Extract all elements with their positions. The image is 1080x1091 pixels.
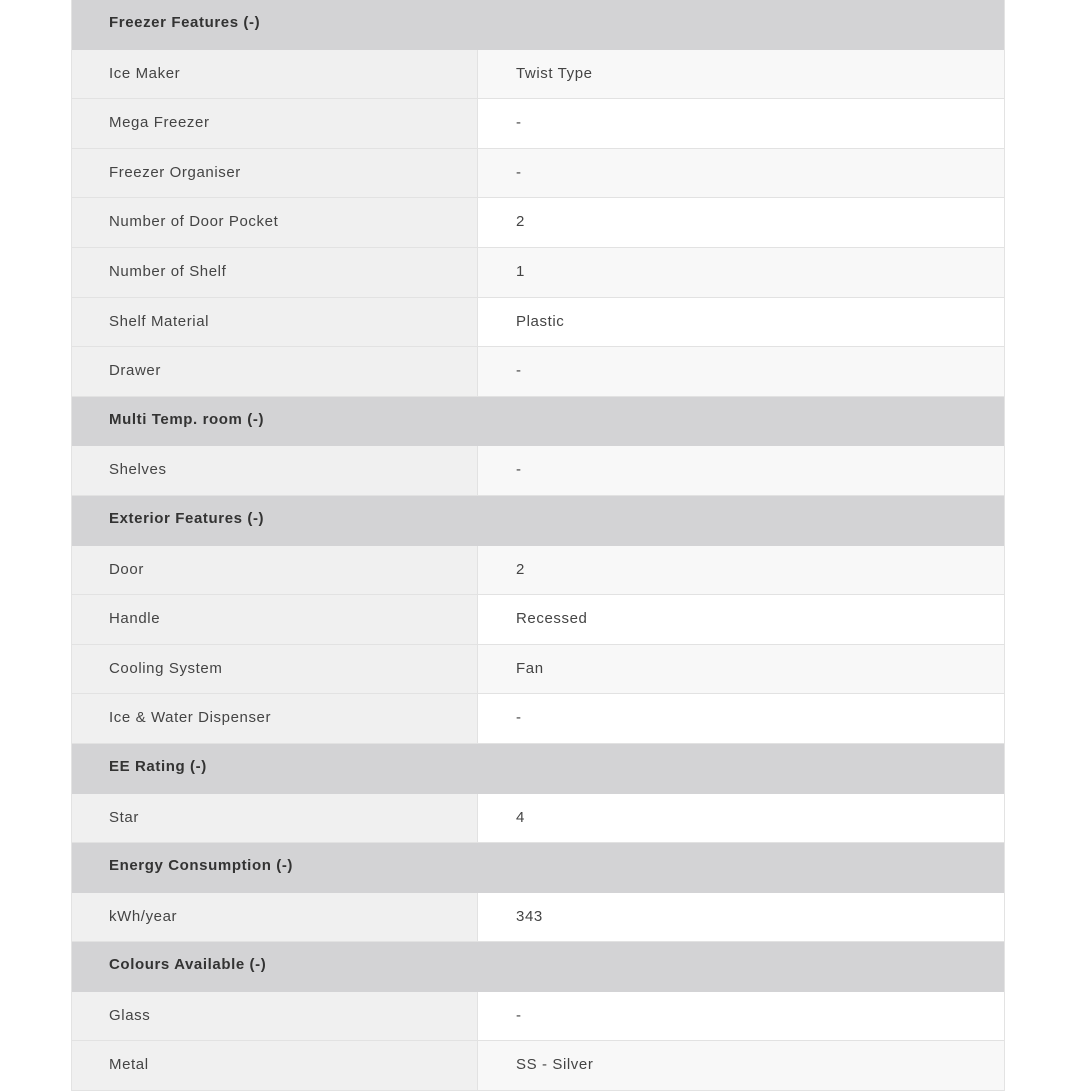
spec-value: Twist Type [478,50,1004,99]
spec-row [72,992,1004,1042]
spec-label: kWh/year [72,893,478,942]
spec-value: - [478,347,1004,396]
spec-value: - [478,446,1004,495]
spec-row [72,198,1004,248]
spec-row [72,298,1004,348]
spec-value: 343 [478,893,1004,942]
spec-row [72,546,1004,596]
section-header-exterior-features[interactable] [72,496,1004,546]
spec-row [72,794,1004,844]
spec-label: Handle [72,595,478,644]
spec-label: Ice & Water Dispenser [72,694,478,743]
spec-value: 2 [478,198,1004,247]
spec-value: SS - Silver [478,1041,1004,1090]
spec-label: Cooling System [72,645,478,694]
section-title: Multi Temp. room (-) [109,410,265,428]
spec-row [72,446,1004,496]
spec-value: 2 [478,546,1004,595]
section-title: Colours Available (-) [109,956,267,974]
section-header-ee-rating[interactable] [72,744,1004,794]
spec-value: Plastic [478,298,1004,347]
spec-value: 4 [478,794,1004,843]
section-title: EE Rating (-) [109,757,207,775]
spec-value: - [478,694,1004,743]
spec-row [72,149,1004,199]
spec-label: Star [72,794,478,843]
section-header-freezer-features[interactable] [72,0,1004,50]
spec-row [72,893,1004,943]
spec-row [72,347,1004,397]
spec-label: Glass [72,992,478,1041]
spec-label: Shelves [72,446,478,495]
spec-row [72,645,1004,695]
spec-row [72,50,1004,100]
section-title: Exterior Features (-) [109,509,265,527]
spec-row [72,1041,1004,1091]
spec-label: Number of Shelf [72,248,478,297]
section-header-multi-temp-room[interactable] [72,397,1004,447]
spec-label: Mega Freezer [72,99,478,148]
spec-value: - [478,992,1004,1041]
spec-row [72,248,1004,298]
section-title: Freezer Features (-) [109,14,261,31]
spec-label: Shelf Material [72,298,478,347]
spec-table [71,0,1005,1091]
spec-value: - [478,149,1004,198]
spec-value: Recessed [478,595,1004,644]
section-title: Energy Consumption (-) [109,857,294,875]
spec-label: Drawer [72,347,478,396]
spec-value: 1 [478,248,1004,297]
spec-row [72,99,1004,149]
spec-label: Number of Door Pocket [72,198,478,247]
spec-label: Ice Maker [72,50,478,99]
section-header-colours-available[interactable] [72,942,1004,992]
spec-label: Door [72,546,478,595]
section-header-energy-consumption[interactable] [72,843,1004,893]
spec-row [72,694,1004,744]
spec-value: Fan [478,645,1004,694]
spec-value: - [478,99,1004,148]
spec-label: Freezer Organiser [72,149,478,198]
spec-row [72,595,1004,645]
spec-label: Metal [72,1041,478,1090]
